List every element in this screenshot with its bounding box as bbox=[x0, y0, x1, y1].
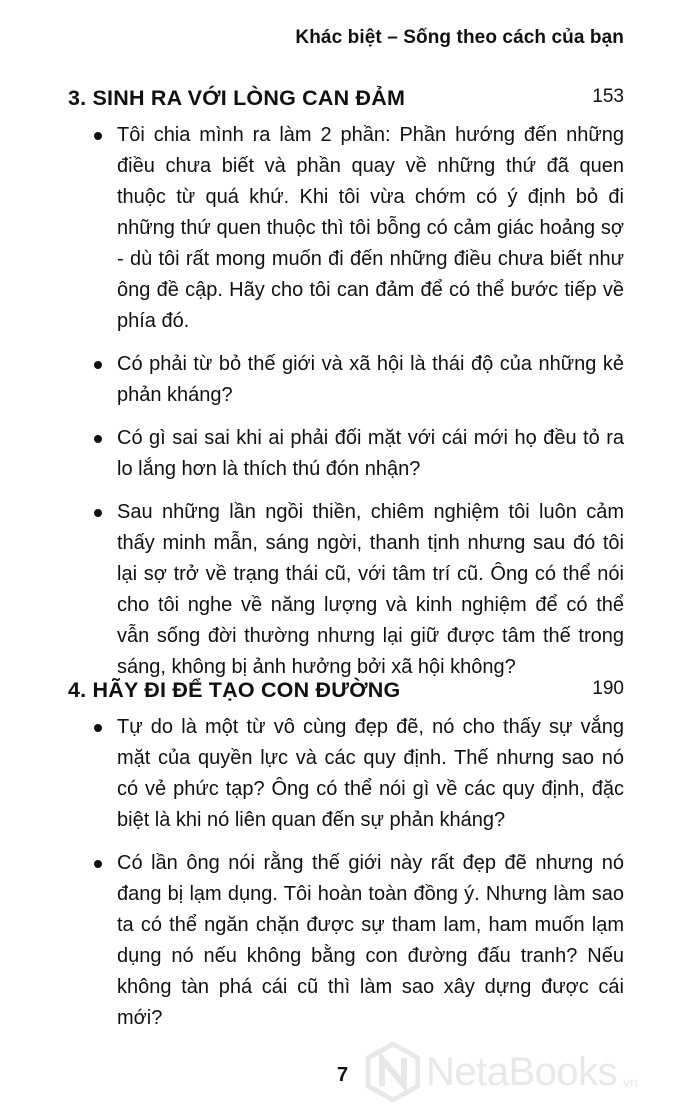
section-title: 3. SINH RA VỚI LÒNG CAN ĐẢM bbox=[68, 86, 406, 110]
list-item bbox=[68, 120, 624, 337]
list-item bbox=[68, 848, 624, 1034]
bullet-icon bbox=[94, 724, 102, 732]
section-3 bbox=[68, 86, 624, 695]
section-4 bbox=[68, 678, 624, 1046]
watermark-tld: .vn bbox=[619, 1074, 638, 1090]
list-item-text: Tự do là một từ vô cùng đẹp đẽ, nó cho thấy sự vắng mặt của quyền lực và các quy định. Thế nhưng sao nó có vẻ phức tạp? Ông có thể nói gì về các quy định, đặc biệt là khi nó liên quan đến sự phản kháng? bbox=[117, 716, 624, 831]
bullet-icon bbox=[94, 509, 102, 517]
bullet-icon bbox=[94, 361, 102, 369]
list-item bbox=[68, 423, 624, 485]
watermark-brand: NetaBooks bbox=[426, 1049, 618, 1094]
question-list bbox=[68, 712, 624, 1034]
bullet-icon bbox=[94, 860, 102, 868]
section-page-number: 190 bbox=[592, 678, 624, 699]
question-list bbox=[68, 120, 624, 683]
list-item-text: Sau những lần ngồi thiền, chiêm nghiệm tôi luôn cảm thấy minh mẫn, sáng ngời, thanh tịnh nhưng sau đó tôi lại sợ trở về trạng thái cũ, với tâm trí cũ. Ông có thể nói cho tôi nghe về năng lượng và kinh nghiệm để có thể vẫn sống đời thường nhưng lại giữ được tâm thế trong sáng, không bị ảnh hưởng bởi xã hội không? bbox=[117, 501, 624, 678]
list-item-text: Tôi chia mình ra làm 2 phần: Phần hướng đến những điều chưa biết và phần quay về những thứ đã quen thuộc từ quá khứ. Khi tôi vừa chớm có ý định bỏ đi những thứ quen thuộc thì tôi bỗng có cảm giác hoảng sợ - dù tôi rất mong muốn đi đến những điều chưa biết như ông đề cập. Hãy cho tôi can đảm để có thể bước tiếp về phía đó. bbox=[117, 124, 624, 332]
section-page-number: 153 bbox=[592, 86, 624, 107]
bullet-icon bbox=[94, 132, 102, 140]
section-title: 4. HÃY ĐI ĐỂ TẠO CON ĐƯỜNG bbox=[68, 678, 401, 702]
list-item bbox=[68, 712, 624, 836]
list-item-text: Có gì sai sai khi ai phải đối mặt với cái mới họ đều tỏ ra lo lắng hơn là thích thú đón nhận? bbox=[117, 427, 624, 480]
list-item-text: Có lần ông nói rằng thế giới này rất đẹp đẽ nhưng nó đang bị lạm dụng. Tôi hoàn toàn đồng ý. Nhưng làm sao ta có thể ngăn chặn được sự tham lam, ham muốn lạm dụng nó nếu không bằng con đường đấu tranh? Nếu không tàn phá cái cũ thì làm sao xây dựng được cái mới? bbox=[117, 852, 624, 1029]
bullet-icon bbox=[94, 435, 102, 443]
section-heading bbox=[68, 678, 624, 712]
running-header: Khác biệt – Sống theo cách của bạn bbox=[295, 27, 624, 48]
list-item-text: Có phải từ bỏ thế giới và xã hội là thái độ của những kẻ phản kháng? bbox=[117, 353, 624, 406]
list-item bbox=[68, 349, 624, 411]
watermark bbox=[366, 1042, 638, 1102]
page-number: 7 bbox=[337, 1064, 349, 1086]
section-heading bbox=[68, 86, 624, 120]
netabooks-logo-icon bbox=[366, 1042, 420, 1102]
list-item bbox=[68, 497, 624, 683]
